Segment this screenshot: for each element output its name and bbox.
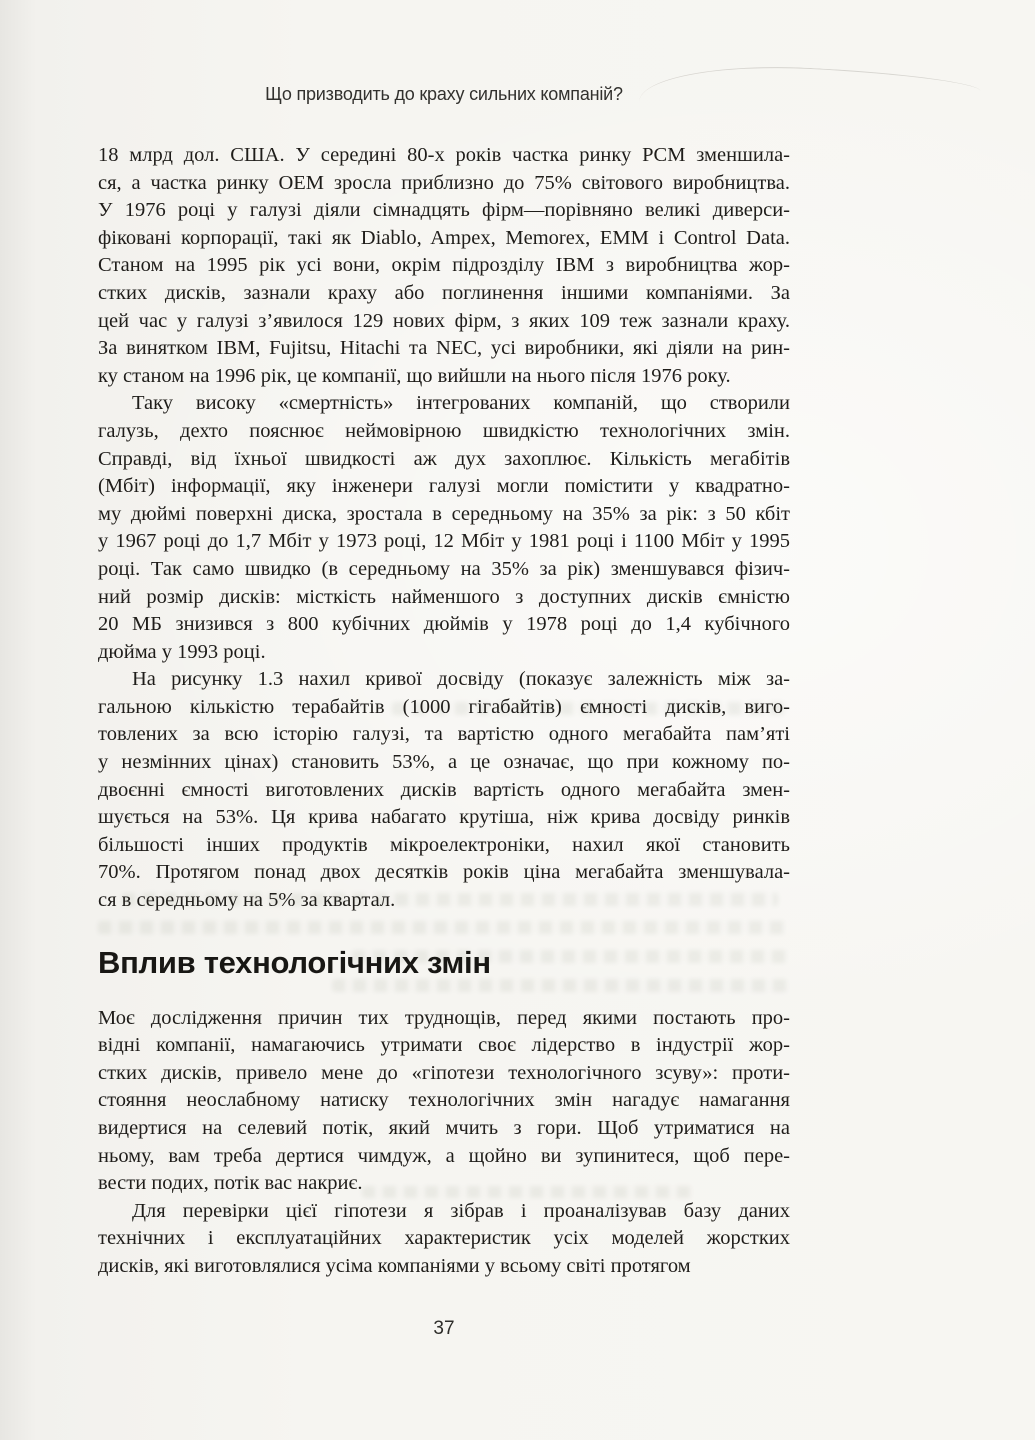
text-line: році. Так само швидко (в середньому на 35% за рік) зменшувався фізич-	[98, 557, 790, 580]
text-line: цей час у галузі з’явилося 129 нових фірм, з яких 109 теж зазнали краху.	[98, 309, 790, 332]
text-line: 18 млрд дол. США. У середині 80-х років частка ринку PCM зменшила-	[98, 144, 790, 166]
paragraph	[98, 1005, 790, 1198]
running-head: Що призводить до краху сильних компаній?	[265, 84, 623, 104]
text-line: стких дисків, привело мене до «гіпотези технологічного зсуву»: проти-	[98, 1061, 790, 1084]
text-line: (Мбіт) інформації, яку інженери галузі могли помістити у квадратно-	[98, 475, 790, 498]
text-line: двоєнні ємності виготовлених дисків вартість одного мегабайта змен-	[98, 778, 790, 801]
text-line: ку станом на 1996 рік, це компанії, що вийшли на нього після 1976 року.	[98, 364, 731, 387]
paragraph	[98, 666, 790, 914]
text-line: Станом на 1995 рік усі вони, окрім підрозділу IBM з виробництва жор-	[98, 254, 790, 277]
text-line: му дюймі поверхні диска, зростала в середньому на 35% за рік: з 50 кбіт	[98, 502, 790, 525]
text-line: Моє дослідження причин тих труднощів, перед якими постають про-	[98, 1006, 790, 1029]
text-line: гальною кількістю терабайтів (1000 гігабайтів) ємності дисків, виго-	[98, 695, 790, 718]
text-line: ся в середньому на 5% за квартал.	[98, 889, 396, 912]
text-line: Для перевірки цієї гіпотези я зібрав і проаналізував базу даних	[132, 1199, 790, 1222]
page-number: 37	[433, 1318, 455, 1339]
text-line: галузь, дехто пояснює неймовірною швидкістю технологічних змін.	[98, 419, 790, 442]
text-column	[98, 142, 790, 1281]
paragraph	[98, 1198, 790, 1281]
text-line: ний розмір дисків: місткість найменшого з доступних дисків ємністю	[98, 585, 790, 608]
text-line: ньому, вам треба дертися чимдуж, а щойно ви зупинитеся, щоб пере-	[98, 1144, 790, 1167]
text-line: стояння неослабному натиску технологічних змін нагадує намагання	[98, 1089, 790, 1112]
text-line: товлених за всю історію галузі, та вартістю одного мегабайта пам’яті	[98, 723, 790, 746]
text-line: За винятком IBM, Fujitsu, Hitachi та NEC, усі виробники, які діяли на рин-	[98, 337, 790, 360]
text-line: у незмінних цінах) становить 53%, а це означає, що при кожному по-	[98, 751, 790, 774]
text-line: у 1967 році до 1,7 Мбіт у 1973 році, 12 Мбіт у 1981 році і 1100 Мбіт у 1995	[98, 530, 790, 553]
text-line: шується на 53%. Ця крива набагато крутіша, ніж крива досвіду ринків	[98, 806, 790, 829]
text-line: 70%. Протягом понад двох десятків років ціна мегабайта зменшувала-	[98, 861, 790, 884]
text-line: технічних і експлуатаційних характеристик усіх моделей жорстких	[98, 1227, 790, 1250]
text-line: фіковані корпорації, такі як Diablo, Ampex, Memorex, EMM і Control Data.	[98, 226, 790, 249]
paragraph	[98, 390, 790, 666]
text-line: видертися на селевий потік, який мчить з гори. Щоб утриматися на	[98, 1117, 790, 1139]
text-line: На рисунку 1.3 нахил кривої досвіду (показує залежність між за-	[132, 668, 790, 691]
text-line: більшості інших продуктів мікроелектроніки, нахил якої становить	[98, 833, 790, 856]
text-line: дюйма у 1993 році.	[98, 640, 266, 663]
text-line: Таку високу «смертність» інтегрованих компаній, що створили	[132, 392, 790, 415]
text-line: відні компанії, намагаючись утримати своє лідерство в індустрії жор-	[98, 1034, 790, 1057]
text-line: 20 МБ знизився з 800 кубічних дюймів у 1978 році до 1,4 кубічного	[98, 613, 790, 636]
section-heading: Вплив технологічних змін	[98, 944, 491, 980]
text-line: ся, а частка ринку OEM зросла приблизно до 75% світового виробництва.	[98, 171, 790, 194]
text-line: вести подих, потік вас накриє.	[98, 1172, 363, 1195]
text-line: стких дисків, зазнали краху або поглинення іншими компаніями. За	[98, 281, 790, 304]
text-line: дисків, які виготовлялися усіма компаніями у всьому світі протягом	[98, 1254, 691, 1277]
text-line: У 1976 році у галузі діяли сімнадцять фірм—порівняно великі диверси-	[98, 199, 790, 222]
text-line: Справді, від їхньої швидкості аж дух захоплює. Кількість мегабітів	[98, 447, 790, 470]
paragraph	[98, 142, 790, 390]
